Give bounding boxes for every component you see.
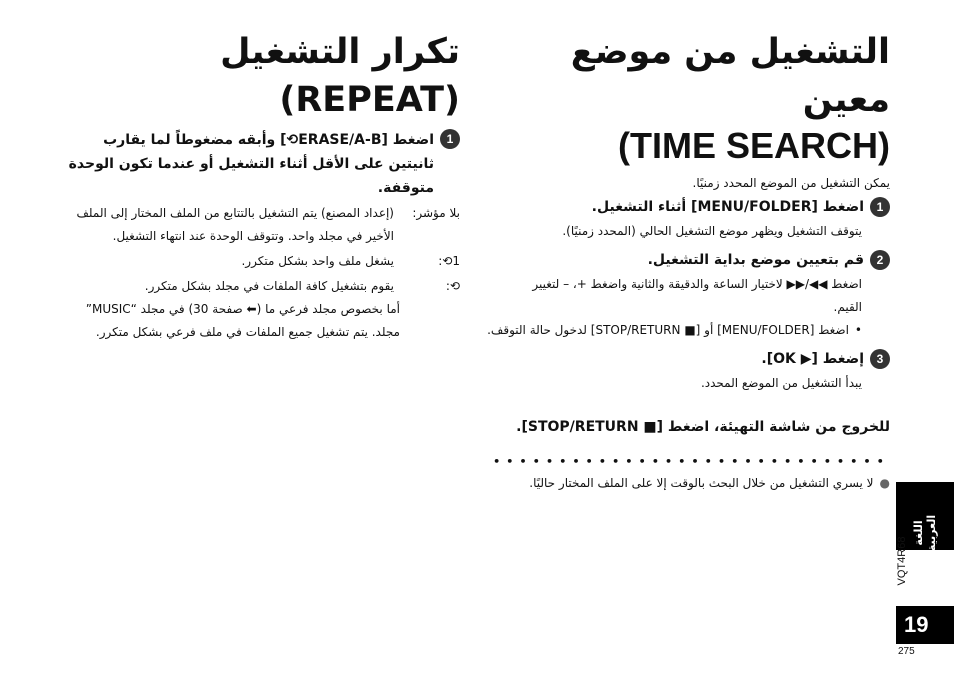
repeat-mode-desc: يشغل ملف واحد بشكل متكرر. [241,254,394,268]
page-number: 19 [896,606,954,644]
step-number-1: 1 [870,197,890,217]
step-2-text: قم بتعيين موضع بداية التشغيل. [647,252,864,268]
step-number-3: 3 [870,349,890,369]
step-3-text: إضغط [▶ OK]. [761,351,864,367]
exit-instruction: للخروج من شاشة التهيئة، اضغط [■ STOP/RETURN]. [516,419,890,435]
repeat-section [58,28,460,344]
language-label: اللغة العربية [912,514,938,552]
repeat-mode-desc: يقوم بتشغيل كافة الملفات في مجلد بشكل متكرر. [144,279,394,293]
bullet-dot: • [854,323,862,337]
time-search-title-ar: التشغيل من موضع معين [570,32,890,120]
time-search-title-en: (TIME SEARCH) [617,125,890,166]
time-search-note [480,471,890,495]
repeat-step-1-text: اضغط [ERASE/A-B⟲] وأبقه مضغوطاً لما يقارب ثانيتين على الأقل أثناء التشغيل أو عندما تكون الوحدة متوقفة. [68,132,434,196]
note-bullet: ● [879,476,890,490]
time-search-step-3 [480,348,890,370]
step-1-body: يتوقف التشغيل ويظهر موضع التشغيل الحالي (المحدد زمنيًا). [562,224,862,238]
step-2-bullet [480,319,862,342]
repeat-mode-0 [58,202,460,248]
step-1-text: اضغط [MENU/FOLDER] أثناء التشغيل. [591,199,864,215]
time-search-step-2 [480,249,890,271]
dotted-divider: •••••••••••••••••••••••••••••• [493,455,890,468]
repeat-title: تكرار التشغيل (REPEAT) [220,32,460,120]
repeat-mode-desc: (إعداد المصنع) يتم التشغيل بالتتابع من الملف المختار إلى الملف الأخير في مجلد واحد. وتتوقف الوحدة عند انتهاء التشغيل. [76,206,394,243]
repeat-step-1 [58,128,460,200]
repeat-mode-2 [58,275,460,298]
repeat-mode-key: 1⟲: [438,254,460,268]
step-2-body: اضغط ◀◀/▶▶ لاختيار الساعة والدقيقة والثانية واضغط +، – لتغيير القيم. [532,277,862,314]
time-search-section [480,28,890,495]
step-2-bullet-text: اضغط [MENU/FOLDER] أو [■ STOP/RETURN] لدخول حالة التوقف. [487,323,849,337]
step-number-2: 2 [870,250,890,270]
time-search-step-1 [480,196,890,218]
repeat-mode-key: بلا مؤشر: [412,206,460,220]
repeat-mode-1 [58,250,460,273]
footer-page-number: 275 [898,646,915,657]
repeat-mode-key: ⟲: [445,279,460,293]
time-search-title [480,28,890,168]
time-search-intro: يمكن التشغيل من الموضع المحدد زمنيًا. [692,176,890,190]
note-text: لا يسري التشغيل من خلال البحث بالوقت إلا على الملف المختار حاليًا. [529,476,874,490]
repeat-step-number-1: 1 [440,129,460,149]
repeat-extra-note: أما بخصوص مجلد فرعي ما (⬅ صفحة 30) في مجلد “MUSIC” مجلد. يتم تشغيل جميع الملفات في ملف فرعي بشكل متكرر. [85,302,400,339]
model-number: VQT4R68 [896,536,908,586]
step-3-body: يبدأ التشغيل من الموضع المحدد. [700,376,862,390]
